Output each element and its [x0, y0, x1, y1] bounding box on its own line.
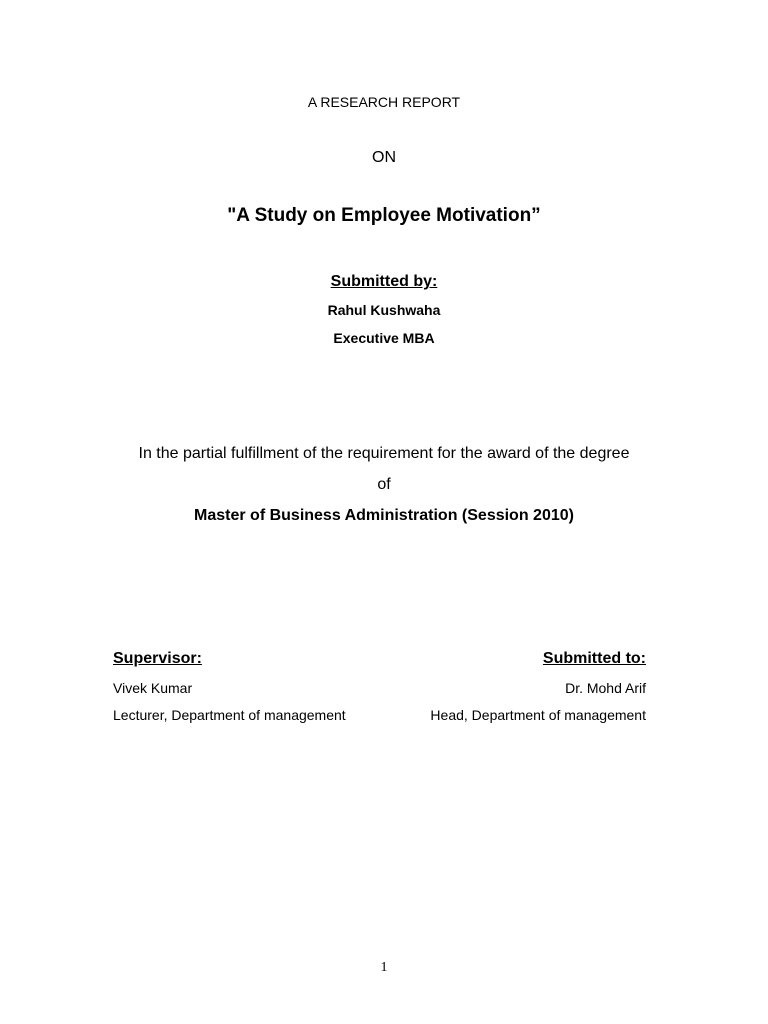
- submitted-to-label: Submitted to:: [542, 650, 646, 667]
- report-kicker: A RESEARCH REPORT: [307, 94, 461, 110]
- degree-name: Master of Business Administration (Session 2010): [194, 507, 574, 524]
- report-on: ON: [372, 149, 396, 166]
- report-title: "A Study on Employee Motivation”: [227, 205, 541, 226]
- submitted-to-title: Head, Department of management: [430, 707, 646, 723]
- submitted-by-label: Submitted by:: [330, 273, 438, 290]
- page-number: 1: [380, 960, 388, 975]
- supervisor-title: Lecturer, Department of management: [113, 707, 346, 723]
- program-name: Executive MBA: [333, 330, 435, 346]
- submitted-to-name: Dr. Mohd Arif: [565, 680, 646, 696]
- author-name: Rahul Kushwaha: [327, 302, 441, 318]
- fulfillment-of: of: [377, 476, 391, 493]
- supervisor-label: Supervisor:: [113, 650, 202, 667]
- supervisor-name: Vivek Kumar: [113, 680, 193, 696]
- fulfillment-statement: In the partial fulfillment of the requirement for the award of the degree: [138, 445, 630, 462]
